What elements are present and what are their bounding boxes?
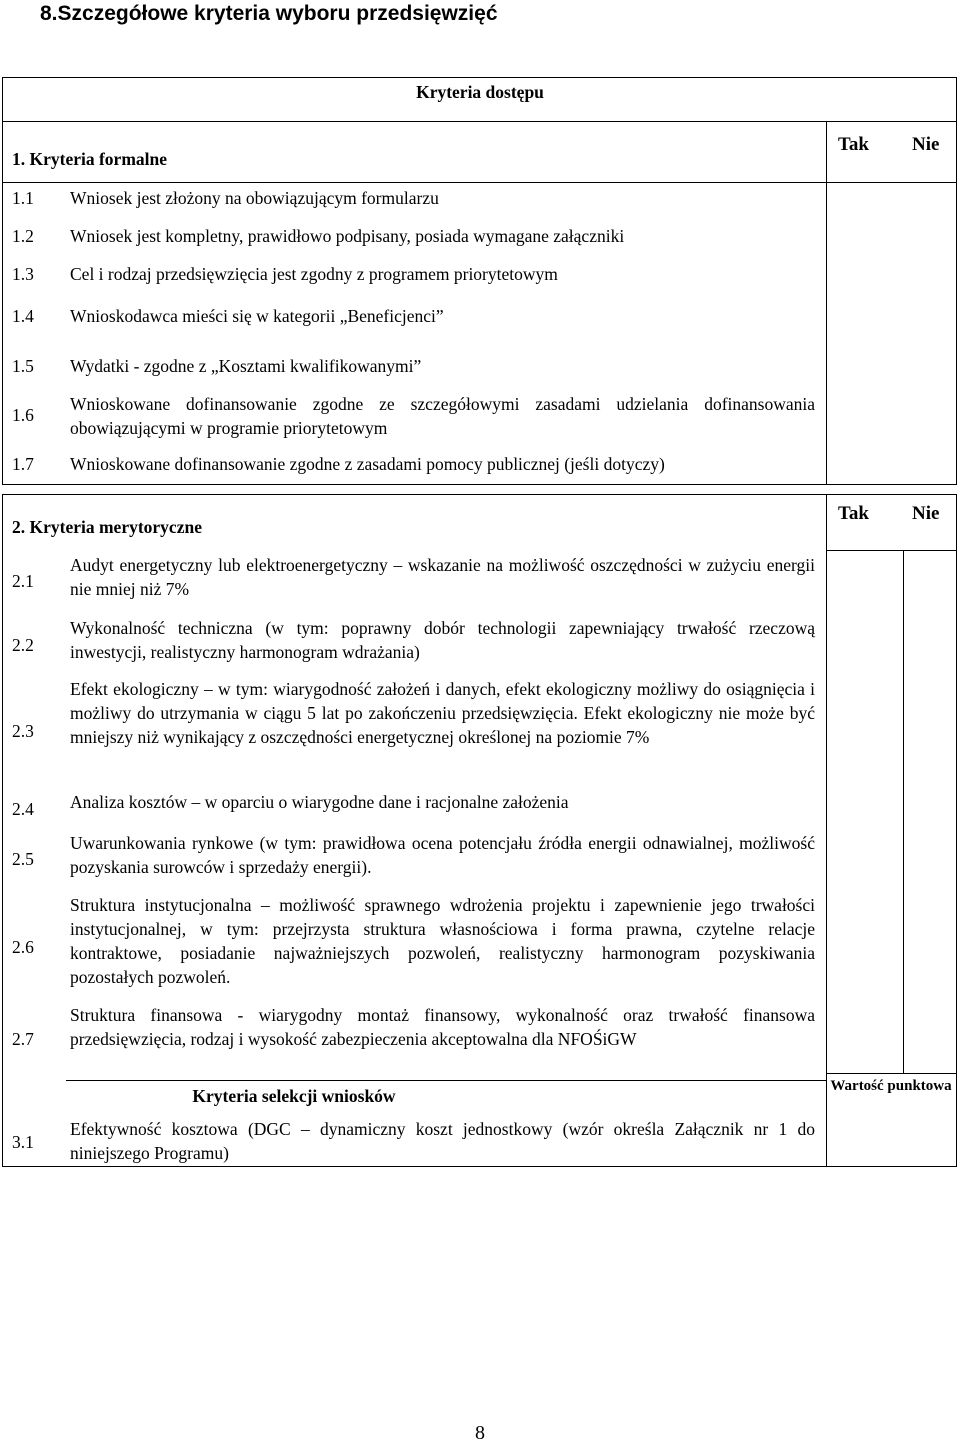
row-number: 2.7 [12, 1029, 34, 1049]
row-number: 1.5 [12, 356, 34, 376]
merit-nie-header: Nie [912, 503, 940, 524]
formal-tak-header: Tak [838, 134, 869, 155]
row-number: 1.2 [12, 226, 34, 246]
criterion-text: Efekt ekologiczny – w tym: wiarygodność założeń i danych, efekt ekologiczny możliwy do osiągnięcia i możliwy do utrzymania w ciągu 5 lat po zakończeniu przedsięwzięcia. Efekt ekologiczny nie może być mniejszy niż wynikający z oszczędności energetycznej określonej na poziomie 7% [70, 679, 815, 747]
criterion-text: Wnioskodawca mieści się w kategorii „Beneficjenci” [70, 306, 444, 326]
row-number: 1.7 [12, 454, 34, 474]
page-title: 8.Szczegółowe kryteria wyboru przedsięwzięć [40, 2, 498, 25]
access-criteria-header: Kryteria dostępu [416, 82, 544, 102]
criterion-text: Efektywność kosztowa (DGC – dynamiczny koszt jednostkowy (wzór określa Załącznik nr 1 do niniejszego Programu) [70, 1119, 815, 1163]
row-number: 2.2 [12, 635, 34, 655]
criterion-text: Wydatki - zgodne z „Kosztami kwalifikowanymi” [70, 356, 422, 376]
criterion-text: Wykonalność techniczna (w tym: poprawny dobór technologii zapewniający trwałość rzeczową inwestycji, realistyczny harmonogram wdrażania) [70, 618, 815, 662]
criterion-text: Analiza kosztów – w oparciu o wiarygodne dane i racjonalne założenia [70, 792, 569, 812]
criterion-text: Cel i rodzaj przedsięwzięcia jest zgodny z programem priorytetowym [70, 264, 558, 284]
criterion-text: Struktura instytucjonalna – możliwość sprawnego wdrożenia projektu i zapewnienie jego trwałości instytucjonalnej, w tym: przejrzysta struktura własnościowa i forma prawna, czytelne relacje kontraktowe, posiadanie najważniejszych pozwoleń, realistyczny harmonogram pozyskiwania pozostałych pozwoleń. [70, 895, 815, 987]
criterion-text: Audyt energetyczny lub elektroenergetyczny – wskazanie na możliwość oszczędności w zużyciu energii nie mniej niż 7% [70, 555, 815, 599]
row-number: 3.1 [12, 1132, 34, 1152]
merit-tak-header: Tak [838, 503, 869, 524]
page-number: 8 [475, 1422, 485, 1444]
criterion-text: Wniosek jest kompletny, prawidłowo podpisany, posiada wymagane załączniki [70, 226, 625, 246]
criterion-text: Wnioskowane dofinansowanie zgodne z zasadami pomocy publicznej (jeśli dotyczy) [70, 454, 665, 474]
merit-criteria-heading: 2. Kryteria merytoryczne [12, 517, 202, 537]
row-number: 2.1 [12, 571, 34, 591]
criterion-text: Struktura finansowa - wiarygodny montaż finansowy, wykonalność oraz trwałość finansowa przedsięwzięcia, rodzaj i wysokość zabezpieczenia akceptowalna dla NFOŚiGW [70, 1005, 815, 1049]
row-number: 2.3 [12, 721, 34, 741]
criterion-text: Wnioskowane dofinansowanie zgodne ze szczegółowymi zasadami udzielania dofinansowania obowiązującymi w programie priorytetowym [70, 394, 815, 438]
row-number: 1.3 [12, 264, 34, 284]
formal-nie-header: Nie [912, 134, 940, 155]
score-header: Wartość punktowa [830, 1078, 952, 1094]
row-number: 1.4 [12, 306, 34, 326]
row-number: 1.1 [12, 188, 34, 208]
row-number: 1.6 [12, 405, 34, 425]
selection-criteria-heading: Kryteria selekcji wniosków [192, 1086, 396, 1106]
row-number: 2.6 [12, 937, 34, 957]
row-number: 2.5 [12, 849, 34, 869]
criterion-text: Uwarunkowania rynkowe (w tym: prawidłowa ocena potencjału źródła energii odnawialnej, możliwość pozyskania surowców i sprzedaży energii). [70, 833, 815, 877]
criterion-text: Wniosek jest złożony na obowiązującym formularzu [70, 188, 439, 208]
row-number: 2.4 [12, 799, 34, 819]
formal-criteria-heading: 1. Kryteria formalne [12, 149, 168, 169]
